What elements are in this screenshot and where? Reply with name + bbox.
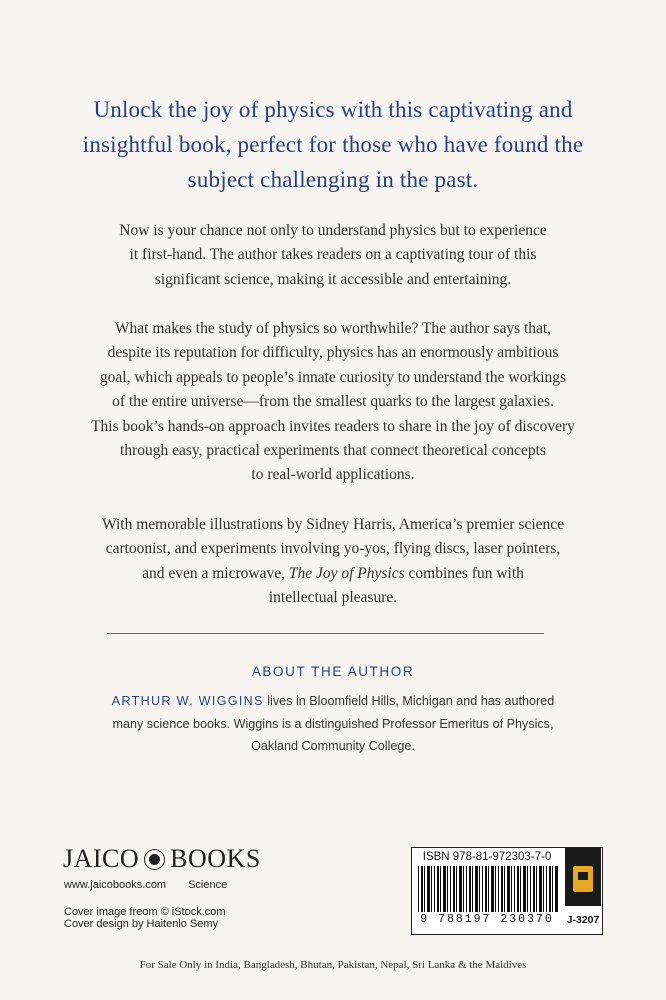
paragraph-line: This book’s hands-on approach invites readers to share in the joy of discovery [91, 417, 575, 435]
paragraph-text: and even a microwave, [142, 564, 289, 582]
paragraph-line: through easy, practical experiments that connect theoretical concepts [120, 442, 546, 460]
cover-image-credit: Cover image freom © iStock.com [64, 906, 226, 918]
book-title: The Joy of Physics [288, 564, 405, 582]
cover-design-credit: Cover design by Haitenlo Semy [64, 918, 219, 930]
barcode-icon [418, 866, 558, 912]
paragraph-line: goal, which appeals to people’s innate curiosity to understand the workings [99, 368, 567, 386]
publisher-seal-icon [144, 849, 165, 870]
publisher-logo [63, 844, 261, 874]
paragraph-line: cartoonist, and experiments involving yo-yos, flying discs, laser pointers, [105, 540, 561, 558]
paragraph-line: What makes the study of physics so worthwhile? The author says that, [114, 320, 552, 337]
paragraph-line: Now is your chance not only to understand physics but to experience [119, 222, 547, 239]
paragraph-line: of the entire universe—from the smallest quarks to the largest galaxies. [112, 393, 554, 411]
paragraph-line: to real-world applications. [251, 466, 415, 484]
paragraph-line: With memorable illustrations by Sidney Harris, America’s premier science [101, 516, 565, 533]
paragraph-line: significant science, making it accessible and entertaining. [154, 270, 512, 288]
ebook-available-badge [565, 848, 601, 906]
bio-line: Oakland Community College. [251, 739, 415, 753]
paragraph-line: it first-hand. The author takes readers on a captivating tour of this [129, 246, 537, 264]
blurb-paragraph-2 [60, 317, 606, 488]
paragraph-line: intellectual pleasure. [268, 589, 398, 607]
blurb-paragraph-1 [60, 219, 606, 292]
headline-line: Unlock the joy of physics with this captivating and [93, 97, 573, 122]
publisher-info [64, 879, 227, 891]
barcode-digits: 9 788197 230370 [420, 913, 554, 926]
logo-text-right: BOOKS [170, 844, 261, 873]
publisher-website: www.jaicobooks.com [64, 879, 167, 891]
ebook-icon [573, 866, 593, 892]
headline-line: subject challenging in the past. [187, 167, 479, 192]
back-cover-headline [40, 92, 626, 197]
isbn-text: ISBN 978-81-972303-7-0 [422, 851, 552, 863]
bio-line [60, 690, 606, 713]
headline-line: insightful book, perfect for those who have found the [82, 132, 584, 157]
sale-territory-notice: For Sale Only in India, Bangladesh, Bhutan, Pakistan, Nepal, Sri Lanka & the Maldives [139, 959, 527, 971]
product-code: J-3207 [565, 906, 601, 933]
bio-line: many science books. Wiggins is a distinguished Professor Emeritus of Physics, [112, 716, 554, 731]
author-bio [60, 690, 606, 758]
logo-text-left: JAICO [63, 844, 140, 873]
paragraph-text: combines fun with [404, 564, 524, 582]
divider [107, 633, 544, 634]
book-genre: Science [188, 879, 228, 891]
paragraph-line: despite its reputation for difficulty, physics has an enormously ambitious [107, 344, 559, 362]
author-name: ARTHUR W. WIGGINS [111, 694, 264, 708]
bio-text: lives in Bloomfield Hills, Michigan and has authored [263, 694, 555, 708]
paragraph-line [60, 562, 606, 586]
about-author-heading: ABOUT THE AUTHOR [251, 664, 415, 679]
blurb-paragraph-3 [60, 513, 606, 611]
